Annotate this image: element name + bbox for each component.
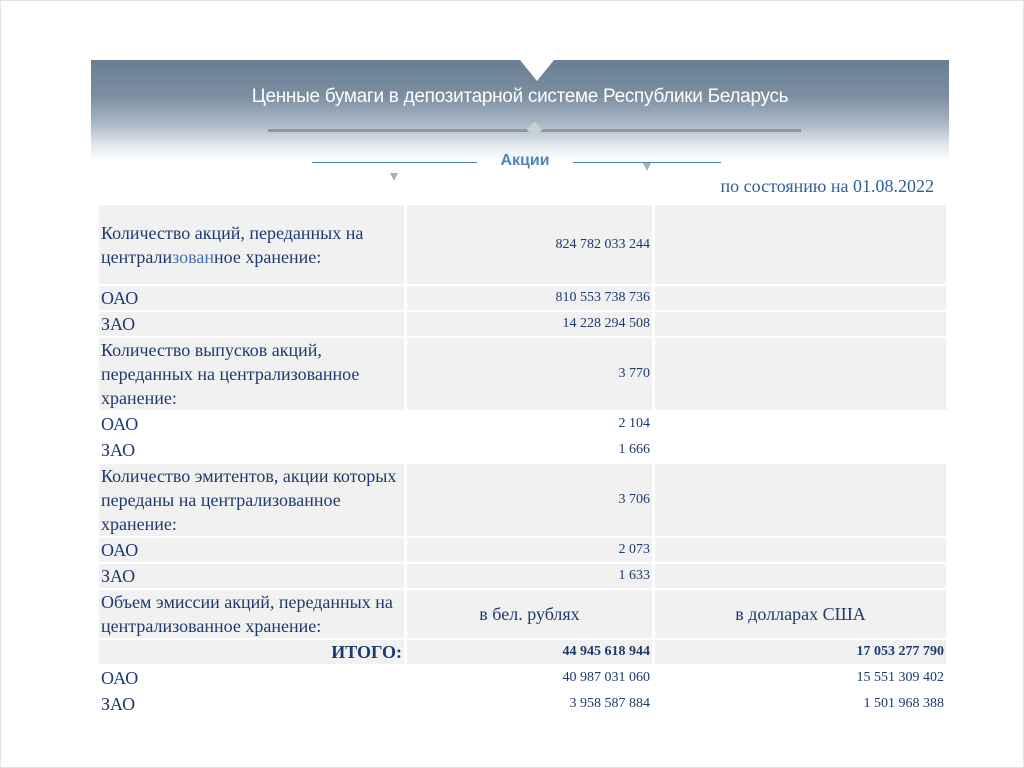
- table-row: [99, 463, 946, 537]
- table-row: [99, 205, 946, 285]
- table-row: [99, 639, 946, 665]
- row-label: Количество эмитентов, акции которых переданы на централизованное хранение:: [99, 463, 406, 537]
- column-header-byn: в бел. рублях: [406, 589, 654, 639]
- row-value: 14 228 294 508: [406, 311, 654, 337]
- row-label: ОАО: [99, 411, 406, 437]
- row-value: 1 666: [406, 437, 654, 463]
- table-row: [99, 411, 946, 437]
- row-value: 810 553 738 736: [406, 285, 654, 311]
- table-row: [99, 537, 946, 563]
- table-row: [99, 285, 946, 311]
- row-value: 824 782 033 244: [406, 205, 654, 285]
- page-title: Ценные бумаги в депозитарной системе Республики Беларусь: [251, 86, 789, 107]
- triangle-marker-right: [643, 163, 651, 171]
- table-row: [99, 665, 946, 691]
- table-row: [99, 691, 946, 717]
- row-value-usd: 1 501 968 388: [654, 691, 947, 717]
- row-value: 3 770: [406, 337, 654, 411]
- row-value: 2 073: [406, 537, 654, 563]
- as-of-date: по состоянию на 01.08.2022: [720, 176, 934, 196]
- row-label: ЗАО: [99, 437, 406, 463]
- row-label: ЗАО: [99, 563, 406, 589]
- row-value-byn: 40 987 031 060: [406, 665, 654, 691]
- row-value: 3 706: [406, 463, 654, 537]
- row-label: Количество выпусков акций, переданных на централизованное хранение:: [99, 337, 406, 411]
- row-value-usd: 15 551 309 402: [654, 665, 947, 691]
- table-row: [99, 337, 946, 411]
- row-label: ОАО: [99, 537, 406, 563]
- row-label: ОАО: [99, 285, 406, 311]
- section-title: Акции: [500, 152, 550, 169]
- shares-table: [99, 205, 946, 718]
- row-value: 1 633: [406, 563, 654, 589]
- row-label: ЗАО: [99, 691, 406, 717]
- row-value-byn: 3 958 587 884: [406, 691, 654, 717]
- table-row: [99, 311, 946, 337]
- row-label: Объем эмиссии акций, переданных на централизованное хранение:: [99, 589, 406, 639]
- column-header-usd: в долларах США: [654, 589, 947, 639]
- table-row: [99, 563, 946, 589]
- table-row: [99, 589, 946, 639]
- triangle-marker-left: [390, 173, 398, 181]
- total-label: ИТОГО:: [99, 639, 406, 665]
- section-line-left: [312, 162, 477, 163]
- total-usd: 17 053 277 790: [654, 639, 947, 665]
- row-label: ОАО: [99, 665, 406, 691]
- total-byn: 44 945 618 944: [406, 639, 654, 665]
- row-label: ЗАО: [99, 311, 406, 337]
- banner-notch: [520, 60, 554, 81]
- row-label: Количество акций, переданных на централизованное хранение:: [99, 205, 406, 285]
- row-value: 2 104: [406, 411, 654, 437]
- table-row: [99, 437, 946, 463]
